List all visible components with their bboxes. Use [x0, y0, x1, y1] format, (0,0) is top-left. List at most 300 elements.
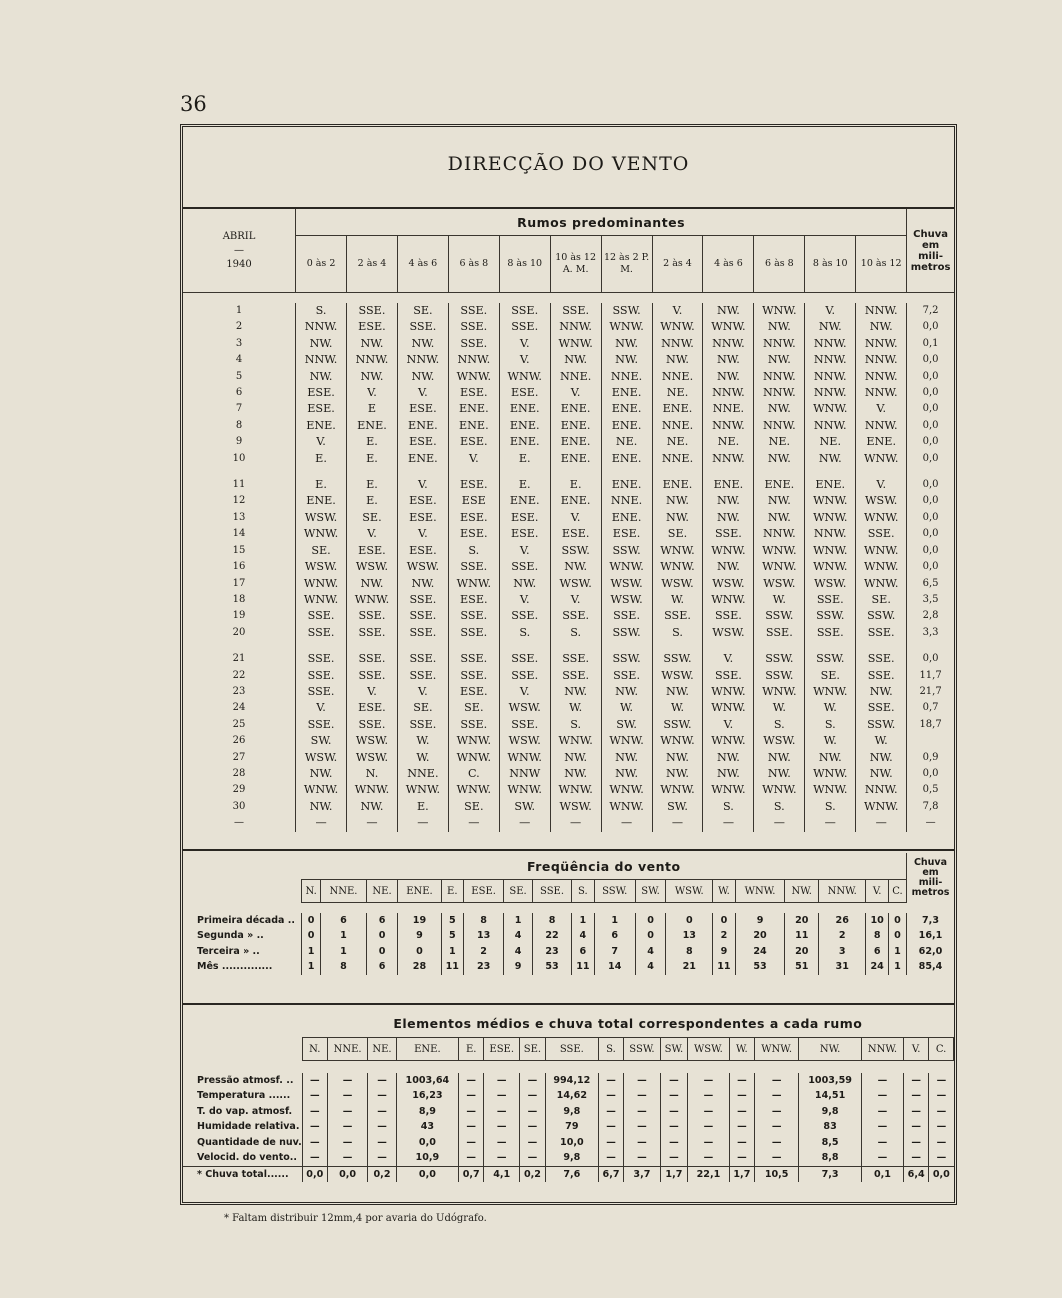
table-row	[183, 700, 954, 716]
value-cell: —	[688, 1150, 730, 1166]
rain-cell: 0,0	[907, 526, 954, 542]
direction-cell: SSE.	[499, 303, 550, 319]
rain-cell: 21,7	[907, 684, 954, 700]
direction-cell: SSE.	[397, 625, 448, 641]
direction-cell: SE.	[397, 700, 448, 716]
direction-cell: ENE.	[550, 401, 601, 417]
direction-cell: SSE.	[448, 319, 499, 335]
wind-direction-table	[183, 209, 954, 842]
direction-cell: NW.	[754, 766, 805, 782]
direction-cell: ESE.	[499, 385, 550, 401]
direction-cell: WNW.	[499, 782, 550, 798]
direction-cell: SSE.	[397, 592, 448, 608]
column-header: N.	[302, 1038, 327, 1061]
value-cell: —	[327, 1135, 368, 1151]
rain-cell: 62,0	[907, 944, 955, 960]
table-row	[183, 1166, 954, 1182]
direction-cell: NW.	[703, 493, 754, 509]
direction-cell: NW.	[703, 510, 754, 526]
value-cell: —	[302, 1088, 327, 1104]
direction-cell: NW.	[601, 352, 652, 368]
direction-cell: NNW.	[296, 319, 347, 335]
direction-cell: WNW.	[652, 782, 703, 798]
group-header: Rumos predominantes	[296, 209, 907, 236]
direction-cell: SSE.	[856, 700, 907, 716]
frequency-cell: 4	[635, 944, 666, 960]
direction-cell: E.	[296, 451, 347, 467]
direction-cell: W.	[754, 592, 805, 608]
direction-cell: ENE.	[601, 451, 652, 467]
direction-cell: SSW.	[550, 543, 601, 559]
direction-cell: ESE.	[448, 385, 499, 401]
table-row	[183, 1119, 954, 1135]
direction-cell: SSW.	[754, 608, 805, 624]
value-cell: —	[624, 1088, 661, 1104]
direction-cell: ESE.	[397, 543, 448, 559]
frequency-cell: 1	[888, 959, 906, 975]
direction-cell: WNW.	[805, 493, 856, 509]
value-cell: —	[929, 1135, 954, 1151]
column-header: WSW.	[688, 1038, 730, 1061]
direction-cell: —	[347, 815, 398, 831]
rain-cell: 0,0	[907, 369, 954, 385]
value-cell: —	[729, 1135, 754, 1151]
frequency-cell: 4	[635, 959, 666, 975]
value-cell: —	[861, 1119, 903, 1135]
row-label: Segunda » ..	[197, 930, 264, 942]
direction-cell: SSW.	[652, 651, 703, 667]
direction-cell: SSW.	[601, 303, 652, 319]
value-cell: —	[729, 1150, 754, 1166]
direction-cell: S.	[550, 717, 601, 733]
frequency-cell: 6	[366, 959, 398, 975]
value-cell: 83	[799, 1119, 862, 1135]
value-cell: 43	[396, 1119, 459, 1135]
value-cell: 0,1	[861, 1166, 903, 1182]
direction-cell: —	[397, 815, 448, 831]
direction-cell: NW.	[856, 766, 907, 782]
value-cell: —	[302, 1073, 327, 1089]
direction-cell: NW.	[652, 493, 703, 509]
value-cell: —	[624, 1073, 661, 1089]
day-cell: 26	[232, 735, 246, 747]
day-cell: 11	[232, 479, 246, 491]
direction-cell: NW.	[856, 319, 907, 335]
direction-cell: NNW.	[856, 418, 907, 434]
frequency-table	[183, 853, 954, 983]
day-cell: 19	[232, 610, 246, 622]
rain-cell: 0,9	[907, 750, 954, 766]
frequency-cell: 9	[713, 944, 736, 960]
value-cell: —	[302, 1119, 327, 1135]
direction-cell: ESE.	[397, 434, 448, 450]
table-row	[183, 815, 954, 831]
frequency-cell: 26	[819, 913, 866, 929]
direction-cell: WNW.	[805, 401, 856, 417]
direction-cell: ENE.	[601, 385, 652, 401]
frequency-cell: 0	[302, 913, 321, 929]
rain-header: Chuva em mili- metros	[907, 853, 955, 903]
frequency-cell: 13	[464, 928, 504, 944]
table-row	[183, 684, 954, 700]
direction-cell: WNW.	[856, 451, 907, 467]
column-header: W.	[713, 880, 736, 903]
rain-cell: 0,0	[907, 418, 954, 434]
value-cell: —	[729, 1088, 754, 1104]
direction-cell: NW.	[347, 576, 398, 592]
direction-cell: E.	[347, 477, 398, 493]
frequency-cell: 13	[666, 928, 713, 944]
rain-cell: 16,1	[907, 928, 955, 944]
direction-cell: WNW.	[805, 684, 856, 700]
direction-cell: SSE.	[550, 651, 601, 667]
frequency-cell: 0	[366, 944, 398, 960]
direction-cell: SSE.	[397, 717, 448, 733]
direction-cell: WNW.	[856, 576, 907, 592]
direction-cell: V.	[499, 543, 550, 559]
frequency-cell: 0	[366, 928, 398, 944]
value-cell: —	[754, 1119, 798, 1135]
rain-cell: 0,0	[907, 559, 954, 575]
direction-cell: NNW.	[805, 418, 856, 434]
direction-cell: E	[347, 401, 398, 417]
column-header: NW.	[799, 1038, 862, 1061]
column-header: NE.	[368, 1038, 396, 1061]
value-cell: 0,2	[520, 1166, 546, 1182]
frequency-cell: 11	[441, 959, 464, 975]
day-cell: 4	[235, 354, 243, 366]
direction-cell: SE.	[296, 543, 347, 559]
frequency-cell: 0	[398, 944, 441, 960]
direction-cell: ENE.	[805, 477, 856, 493]
direction-cell: WSW.	[652, 576, 703, 592]
value-cell: 0,0	[302, 1166, 327, 1182]
direction-cell: NW.	[397, 336, 448, 352]
frequency-cell: 0	[635, 928, 666, 944]
direction-cell: WNW.	[703, 733, 754, 749]
direction-cell: S.	[296, 303, 347, 319]
table-row	[183, 559, 954, 575]
direction-cell: —	[703, 815, 754, 831]
direction-cell: WNW.	[550, 336, 601, 352]
direction-cell: SSE.	[397, 608, 448, 624]
table-row	[183, 944, 954, 960]
direction-cell: V.	[703, 717, 754, 733]
page-number: 36	[180, 92, 207, 116]
frequency-cell: 1	[302, 959, 321, 975]
rain-cell: 85,4	[907, 959, 955, 975]
day-cell: 3	[235, 337, 243, 349]
frequency-cell: 11	[713, 959, 736, 975]
day-cell: 23	[232, 685, 246, 697]
value-cell: 0,0	[929, 1166, 954, 1182]
column-header: S.	[572, 880, 595, 903]
frequency-cell: 6	[594, 928, 635, 944]
value-cell: 0,0	[327, 1166, 368, 1182]
frequency-cell: 4	[504, 928, 533, 944]
direction-cell: ESE.	[296, 385, 347, 401]
frequency-cell: 8	[532, 913, 571, 929]
day-cell: 13	[232, 511, 246, 523]
direction-cell: NNW.	[856, 352, 907, 368]
direction-cell: ESE.	[296, 401, 347, 417]
direction-cell: ESE.	[448, 477, 499, 493]
direction-cell: SSE.	[652, 608, 703, 624]
direction-cell: SSE.	[296, 668, 347, 684]
value-cell: —	[754, 1073, 798, 1089]
value-cell: 9,8	[799, 1104, 862, 1120]
direction-cell: WNW.	[754, 559, 805, 575]
direction-cell: NNW.	[652, 336, 703, 352]
value-cell: —	[754, 1088, 798, 1104]
direction-cell: ESE.	[448, 510, 499, 526]
direction-cell: WNW.	[601, 733, 652, 749]
value-cell: —	[598, 1135, 623, 1151]
value-cell: —	[327, 1104, 368, 1120]
direction-cell: ENE.	[601, 401, 652, 417]
value-cell: —	[368, 1150, 396, 1166]
direction-cell: SSE.	[601, 608, 652, 624]
value-cell: —	[660, 1104, 687, 1120]
direction-cell: SSE.	[499, 319, 550, 335]
direction-cell: NNW.	[754, 336, 805, 352]
value-cell: —	[327, 1088, 368, 1104]
direction-cell: V.	[499, 592, 550, 608]
direction-cell: NNW.	[856, 385, 907, 401]
direction-cell: WSW.	[856, 493, 907, 509]
frequency-cell: 8	[866, 928, 889, 944]
direction-cell: SE.	[347, 510, 398, 526]
direction-cell: ENE.	[448, 401, 499, 417]
table-row	[183, 766, 954, 782]
direction-cell: ESE.	[499, 510, 550, 526]
direction-cell: V.	[550, 510, 601, 526]
day-cell: 8	[235, 419, 243, 431]
direction-cell: SSE.	[448, 608, 499, 624]
rain-cell: —	[907, 815, 954, 831]
direction-cell: S.	[499, 625, 550, 641]
direction-cell: WNW.	[703, 782, 754, 798]
day-cell: 17	[232, 577, 246, 589]
direction-cell: ESE.	[347, 543, 398, 559]
day-cell: 25	[232, 718, 246, 730]
day-cell: 12	[232, 495, 246, 507]
direction-cell: WNW.	[448, 750, 499, 766]
table-row	[183, 369, 954, 385]
frequency-cell: 4	[504, 944, 533, 960]
rain-cell: 3,5	[907, 592, 954, 608]
direction-cell: NNE.	[652, 451, 703, 467]
direction-cell: SSE.	[703, 608, 754, 624]
column-header: SSE.	[545, 1038, 598, 1061]
direction-cell: SSE.	[805, 625, 856, 641]
direction-cell: WSW.	[754, 733, 805, 749]
direction-cell: SSE.	[856, 526, 907, 542]
direction-cell: SSE.	[499, 717, 550, 733]
direction-cell: ENE.	[347, 418, 398, 434]
rain-cell: 0,0	[907, 510, 954, 526]
frequency-cell: 9	[398, 928, 441, 944]
frequency-cell: 11	[785, 928, 819, 944]
value-cell: —	[688, 1135, 730, 1151]
day-cell: 6	[235, 387, 243, 399]
direction-cell: SSE.	[296, 608, 347, 624]
direction-cell: SSE.	[448, 625, 499, 641]
direction-cell: WNW.	[296, 592, 347, 608]
elements-title: Elementos médios e chuva total correspondentes a cada rumo	[393, 1015, 863, 1031]
direction-cell: S.	[805, 799, 856, 815]
direction-cell: V.	[448, 451, 499, 467]
table-row	[183, 1104, 954, 1120]
rain-cell: 0,0	[907, 434, 954, 450]
direction-cell: NNE.	[652, 418, 703, 434]
value-cell: —	[929, 1073, 954, 1089]
value-cell: 10,9	[396, 1150, 459, 1166]
table-row	[183, 782, 954, 798]
direction-cell: NNW.	[754, 385, 805, 401]
frequency-cell: 0	[666, 913, 713, 929]
direction-cell: WNW.	[703, 700, 754, 716]
direction-cell: NW.	[550, 559, 601, 575]
direction-cell: —	[601, 815, 652, 831]
direction-cell: WNW.	[805, 559, 856, 575]
direction-cell: NW.	[805, 319, 856, 335]
column-header: NNE.	[321, 880, 366, 903]
direction-cell: S.	[652, 625, 703, 641]
direction-cell: —	[448, 815, 499, 831]
table-row	[183, 717, 954, 733]
direction-cell: V.	[652, 303, 703, 319]
direction-cell: SE.	[856, 592, 907, 608]
direction-cell: NW.	[754, 510, 805, 526]
value-cell: 0,0	[396, 1135, 459, 1151]
direction-cell: NW.	[652, 352, 703, 368]
direction-cell: SSE.	[347, 651, 398, 667]
value-cell: 10,5	[754, 1166, 798, 1182]
frequency-cell: 7	[594, 944, 635, 960]
direction-cell: SSE.	[347, 608, 398, 624]
direction-cell: NE.	[601, 434, 652, 450]
direction-cell: WSW.	[296, 750, 347, 766]
value-cell: —	[904, 1073, 929, 1089]
frequency-cell: 0	[888, 928, 906, 944]
rain-cell: 0,7	[907, 700, 954, 716]
direction-cell: SSE.	[754, 625, 805, 641]
direction-cell: SSE.	[347, 717, 398, 733]
value-cell: —	[459, 1104, 484, 1120]
direction-cell: NE.	[652, 385, 703, 401]
rain-cell: 0,0	[907, 477, 954, 493]
direction-cell: NNW.	[805, 385, 856, 401]
value-cell: —	[302, 1150, 327, 1166]
direction-cell: S.	[805, 717, 856, 733]
direction-cell: WNW.	[754, 782, 805, 798]
rain-cell: 2,8	[907, 608, 954, 624]
table-row	[183, 543, 954, 559]
value-cell: —	[459, 1088, 484, 1104]
direction-cell: NW.	[805, 750, 856, 766]
direction-cell: SSE.	[550, 608, 601, 624]
direction-cell: ENE.	[550, 418, 601, 434]
direction-cell: E.	[296, 477, 347, 493]
direction-cell: NNW.	[448, 352, 499, 368]
value-cell: —	[754, 1150, 798, 1166]
direction-cell: SSE.	[550, 303, 601, 319]
direction-cell: WNW.	[601, 319, 652, 335]
value-cell: —	[520, 1135, 546, 1151]
direction-cell: NW.	[296, 369, 347, 385]
direction-cell: SE.	[397, 303, 448, 319]
direction-cell: W.	[652, 700, 703, 716]
direction-cell: WNW.	[347, 782, 398, 798]
row-label: Mês ..............	[197, 961, 273, 973]
direction-cell: NW.	[754, 750, 805, 766]
day-cell: 14	[232, 528, 246, 540]
frequency-cell: 31	[819, 959, 866, 975]
direction-cell: NNW.	[703, 451, 754, 467]
direction-cell: WNW.	[703, 684, 754, 700]
table-row	[183, 1088, 954, 1104]
direction-cell: NW.	[856, 750, 907, 766]
direction-cell: ESE.	[601, 526, 652, 542]
frequency-cell: 20	[735, 928, 785, 944]
frequency-cell: 2	[464, 944, 504, 960]
direction-cell: NW.	[601, 750, 652, 766]
direction-cell: —	[652, 815, 703, 831]
row-label: * Chuva total......	[197, 1168, 289, 1180]
column-header: NNE.	[327, 1038, 368, 1061]
direction-cell: SE.	[448, 700, 499, 716]
direction-cell: NW.	[550, 684, 601, 700]
value-cell: —	[598, 1073, 623, 1089]
frequency-cell: 23	[464, 959, 504, 975]
direction-cell: WSW.	[754, 576, 805, 592]
frequency-cell: 2	[713, 928, 736, 944]
direction-cell: ENE.	[550, 451, 601, 467]
rain-cell	[907, 733, 954, 749]
value-cell: 6,4	[904, 1166, 929, 1182]
column-header: WSW.	[666, 880, 713, 903]
direction-cell: WNW.	[296, 526, 347, 542]
direction-cell: ESE.	[499, 526, 550, 542]
frequency-cell: 8	[666, 944, 713, 960]
direction-cell: SSE.	[296, 684, 347, 700]
direction-cell: WNW.	[856, 543, 907, 559]
direction-cell: WSW.	[703, 625, 754, 641]
direction-cell: —	[754, 815, 805, 831]
direction-cell: SW.	[499, 799, 550, 815]
table-row	[183, 303, 954, 319]
row-label: Primeira década ..	[197, 914, 295, 926]
frequency-cell: 1	[321, 928, 366, 944]
direction-cell: V.	[397, 477, 448, 493]
value-cell: —	[598, 1104, 623, 1120]
value-cell: —	[688, 1119, 730, 1135]
direction-cell: ENE.	[397, 451, 448, 467]
direction-cell: V.	[347, 385, 398, 401]
value-cell: —	[327, 1073, 368, 1089]
direction-cell: ENE.	[856, 434, 907, 450]
column-header: NNW.	[861, 1038, 903, 1061]
direction-cell: WNW.	[448, 782, 499, 798]
direction-cell: WNW.	[499, 750, 550, 766]
direction-cell: NW.	[754, 401, 805, 417]
value-cell: —	[520, 1073, 546, 1089]
rain-cell: 0,5	[907, 782, 954, 798]
value-cell: 16,23	[396, 1088, 459, 1104]
direction-cell: V.	[805, 303, 856, 319]
value-cell: —	[861, 1073, 903, 1089]
